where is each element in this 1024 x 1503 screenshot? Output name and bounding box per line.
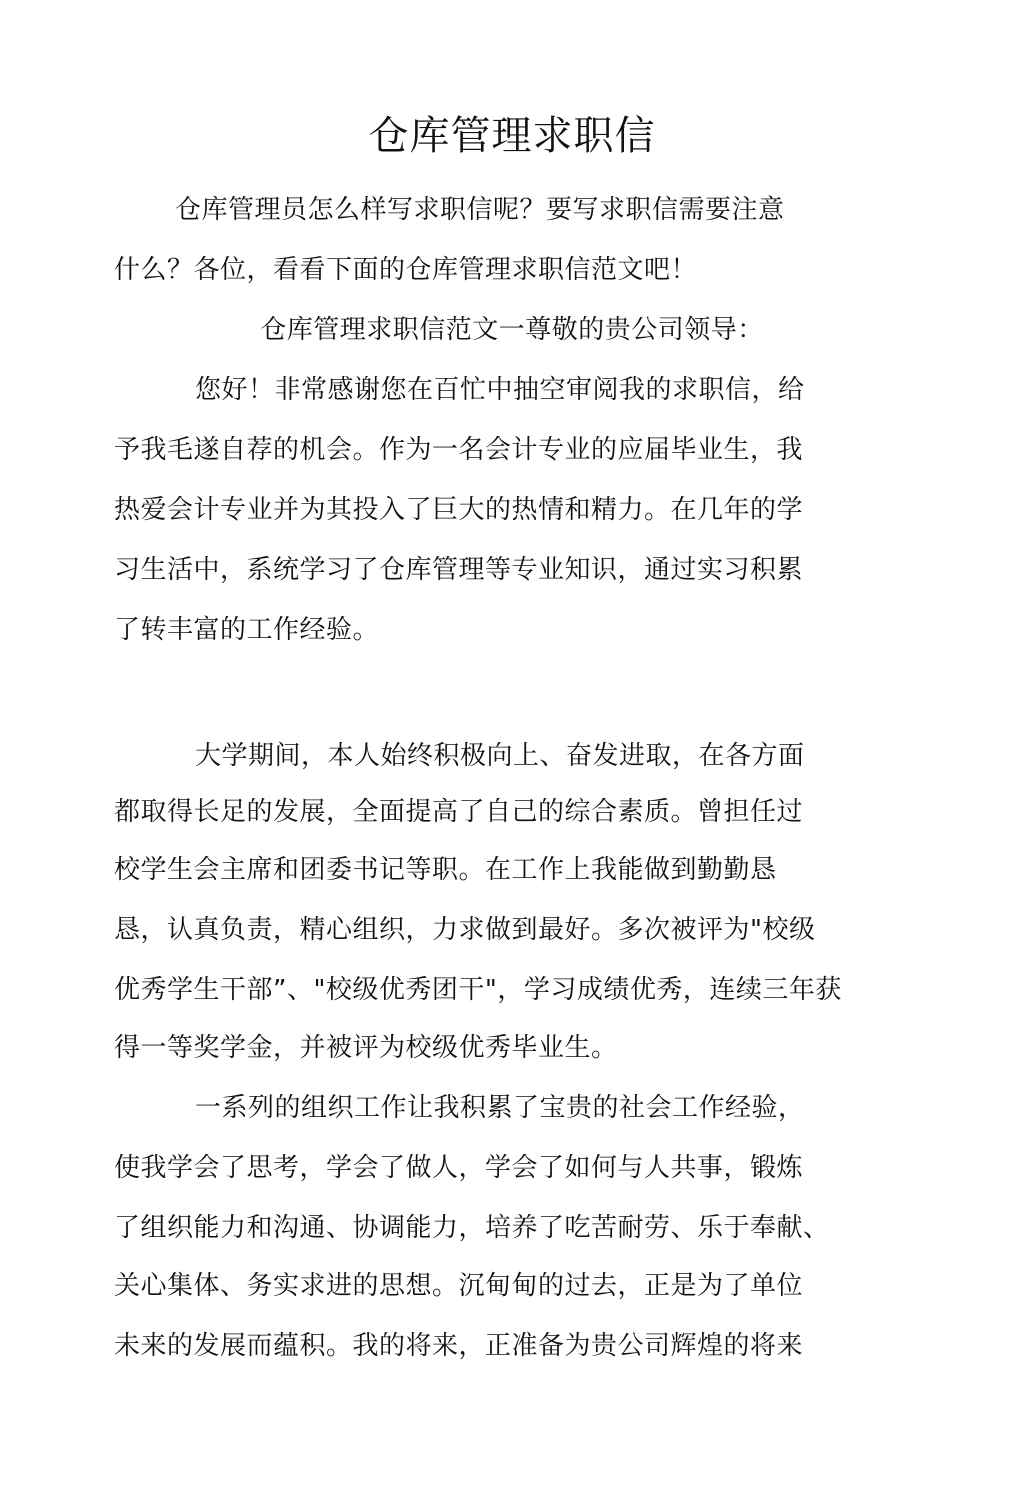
text-line: 热爱会计专业并为其投入了巨大的热情和精力。在几年的学 [114, 495, 804, 525]
text-line: 使我学会了思考，学会了做人，学会了如何与人共事，锻炼 [114, 1153, 804, 1183]
text-line: 予我毛遂自荐的机会。作为一名会计专业的应届毕业生，我 [114, 435, 804, 465]
text-line: 习生活中，系统学习了仓库管理等专业知识，通过实习积累 [114, 555, 804, 585]
text-line: 大学期间，本人始终积极向上、奋发进取，在各方面 [195, 741, 805, 771]
text-line: 了组织能力和沟通、协调能力，培养了吃苦耐劳、乐于奉献、 [114, 1213, 830, 1243]
text-line: 得一等奖学金，并被评为校级优秀毕业生。 [114, 1033, 618, 1063]
text-line: 校学生会主席和团委书记等职。在工作上我能做到勤勤恳 [114, 855, 777, 885]
text-line: 关心集体、务实求进的思想。沉甸甸的过去，正是为了单位 [114, 1271, 804, 1301]
text-line: 恳，认真负责，精心组织，力求做到最好。多次被评为"校级 [114, 915, 816, 945]
text-line: 什么？各位，看看下面的仓库管理求职信范文吧！ [114, 255, 698, 285]
text-line: 优秀学生干部”、"校级优秀团干"，学习成绩优秀，连续三年获 [114, 975, 842, 1005]
text-line: 一系列的组织工作让我积累了宝贵的社会工作经验， [195, 1093, 805, 1123]
text-line: 未来的发展而蕴积。我的将来，正准备为贵公司辉煌的将来 [114, 1331, 804, 1361]
text-line: 您好！非常感谢您在百忙中抽空审阅我的求职信，给 [195, 375, 805, 405]
text-line: 仓库管理求职信范文一尊敬的贵公司领导： [260, 315, 764, 345]
page-title: 仓库管理求职信 [368, 113, 656, 159]
text-line: 仓库管理员怎么样写求职信呢？要写求职信需要注意 [175, 195, 785, 225]
text-line: 都取得长足的发展，全面提高了自己的综合素质。曾担任过 [114, 797, 804, 827]
text-line: 了转丰富的工作经验。 [114, 615, 380, 645]
